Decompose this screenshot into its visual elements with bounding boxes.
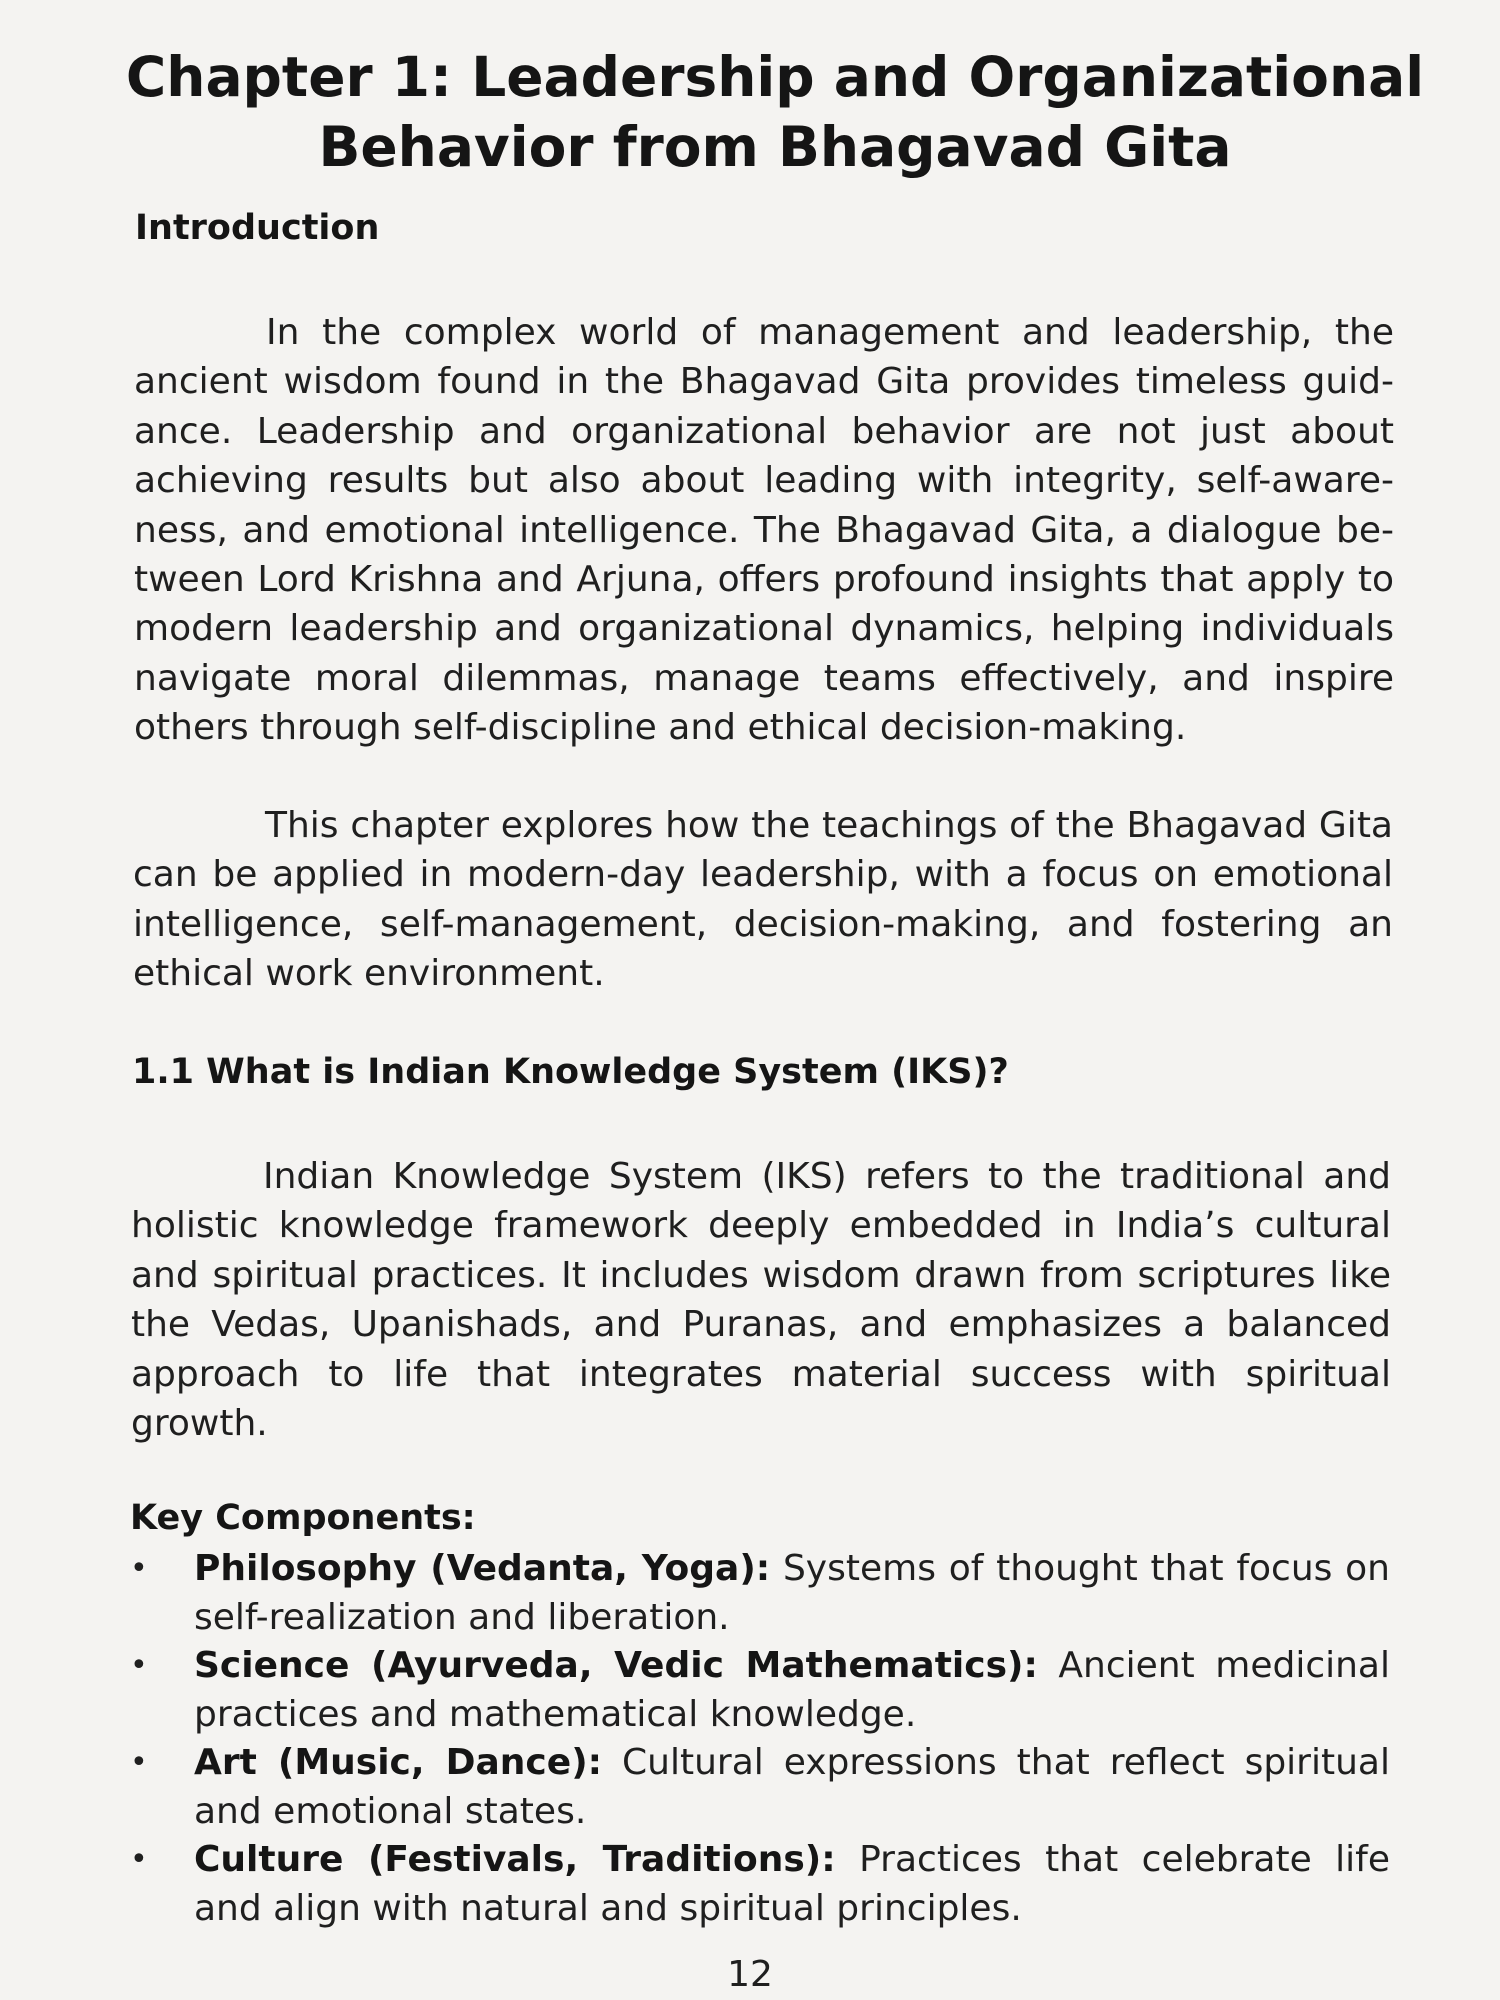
component-name: Culture (Festivals, Traditions):	[194, 1839, 836, 1880]
component-description: Systems of thought that focus on self-realization and liberation.	[194, 1548, 1390, 1638]
bullet-icon: •	[130, 1842, 148, 1877]
component-description: Practices that celebrate life and align with natural and spiritual principles.	[194, 1839, 1391, 1929]
bullet-icon: •	[130, 1745, 148, 1780]
component-name: Science (Ayurveda, Vedic Mathematics):	[194, 1645, 1038, 1686]
bullet-icon: •	[130, 1648, 148, 1683]
key-components-list	[130, 1545, 1390, 1933]
page-number: 12	[727, 1954, 773, 1995]
component-description: Ancient medicinal practices and mathematical knowledge.	[194, 1645, 1390, 1735]
component-description: Cultural expressions that reflect spiritual and emotional states.	[194, 1742, 1390, 1832]
chapter-title-line1: Chapter 1: Leadership and Organizational	[125, 45, 1425, 109]
component-name: Art (Music, Dance):	[194, 1742, 603, 1783]
chapter-title	[100, 42, 1450, 182]
introduction-heading: Introduction	[135, 208, 380, 248]
bullet-icon: •	[130, 1551, 148, 1586]
iks-section-heading: 1.1 What is Indian Knowledge System (IKS)?	[132, 1052, 1009, 1092]
component-item-art	[130, 1739, 1390, 1836]
introduction-paragraph-2: This chapter explores how the teachings of the Bhagavad Gita can be applied in modern-day leadership, with a focus on emotional intelligence, self-management, decision-making, and fostering an ethical work environment.	[133, 805, 1393, 995]
component-item-philosophy	[130, 1545, 1390, 1642]
component-item-science	[130, 1642, 1390, 1739]
introduction-paragraph-1: In the complex world of management and leadership, the ancient wisdom found in the Bhagavad Gita provides timeless guidance. Leadership and organizational behavior are not just about achieving results but also about leading with integrity, self-awareness, and emotional intelligence. The Bhagavad Gita, a dialogue between Lord Krishna and Arjuna, offers profound insights that apply to modern leadership and organizational dynamics, helping individuals navigate moral dilemmas, manage teams effectively, and inspire others through self-discipline and ethical decision-making.	[134, 312, 1394, 749]
component-item-culture	[130, 1836, 1390, 1933]
iks-paragraph: Indian Knowledge System (IKS) refers to the traditional and holistic knowledge framework deeply embedded in India’s cultural and spiritual practices. It includes wisdom drawn from scriptures like the Vedas, Upanishads, and Puranas, and emphasizes a balanced approach to life that integrates material success with spiritual growth.	[131, 1156, 1391, 1445]
key-components-heading: Key Components:	[130, 1498, 476, 1538]
chapter-title-line2: Behavior from Bhagavad Gita	[318, 115, 1232, 179]
component-name: Philosophy (Vedanta, Yoga):	[194, 1548, 771, 1589]
